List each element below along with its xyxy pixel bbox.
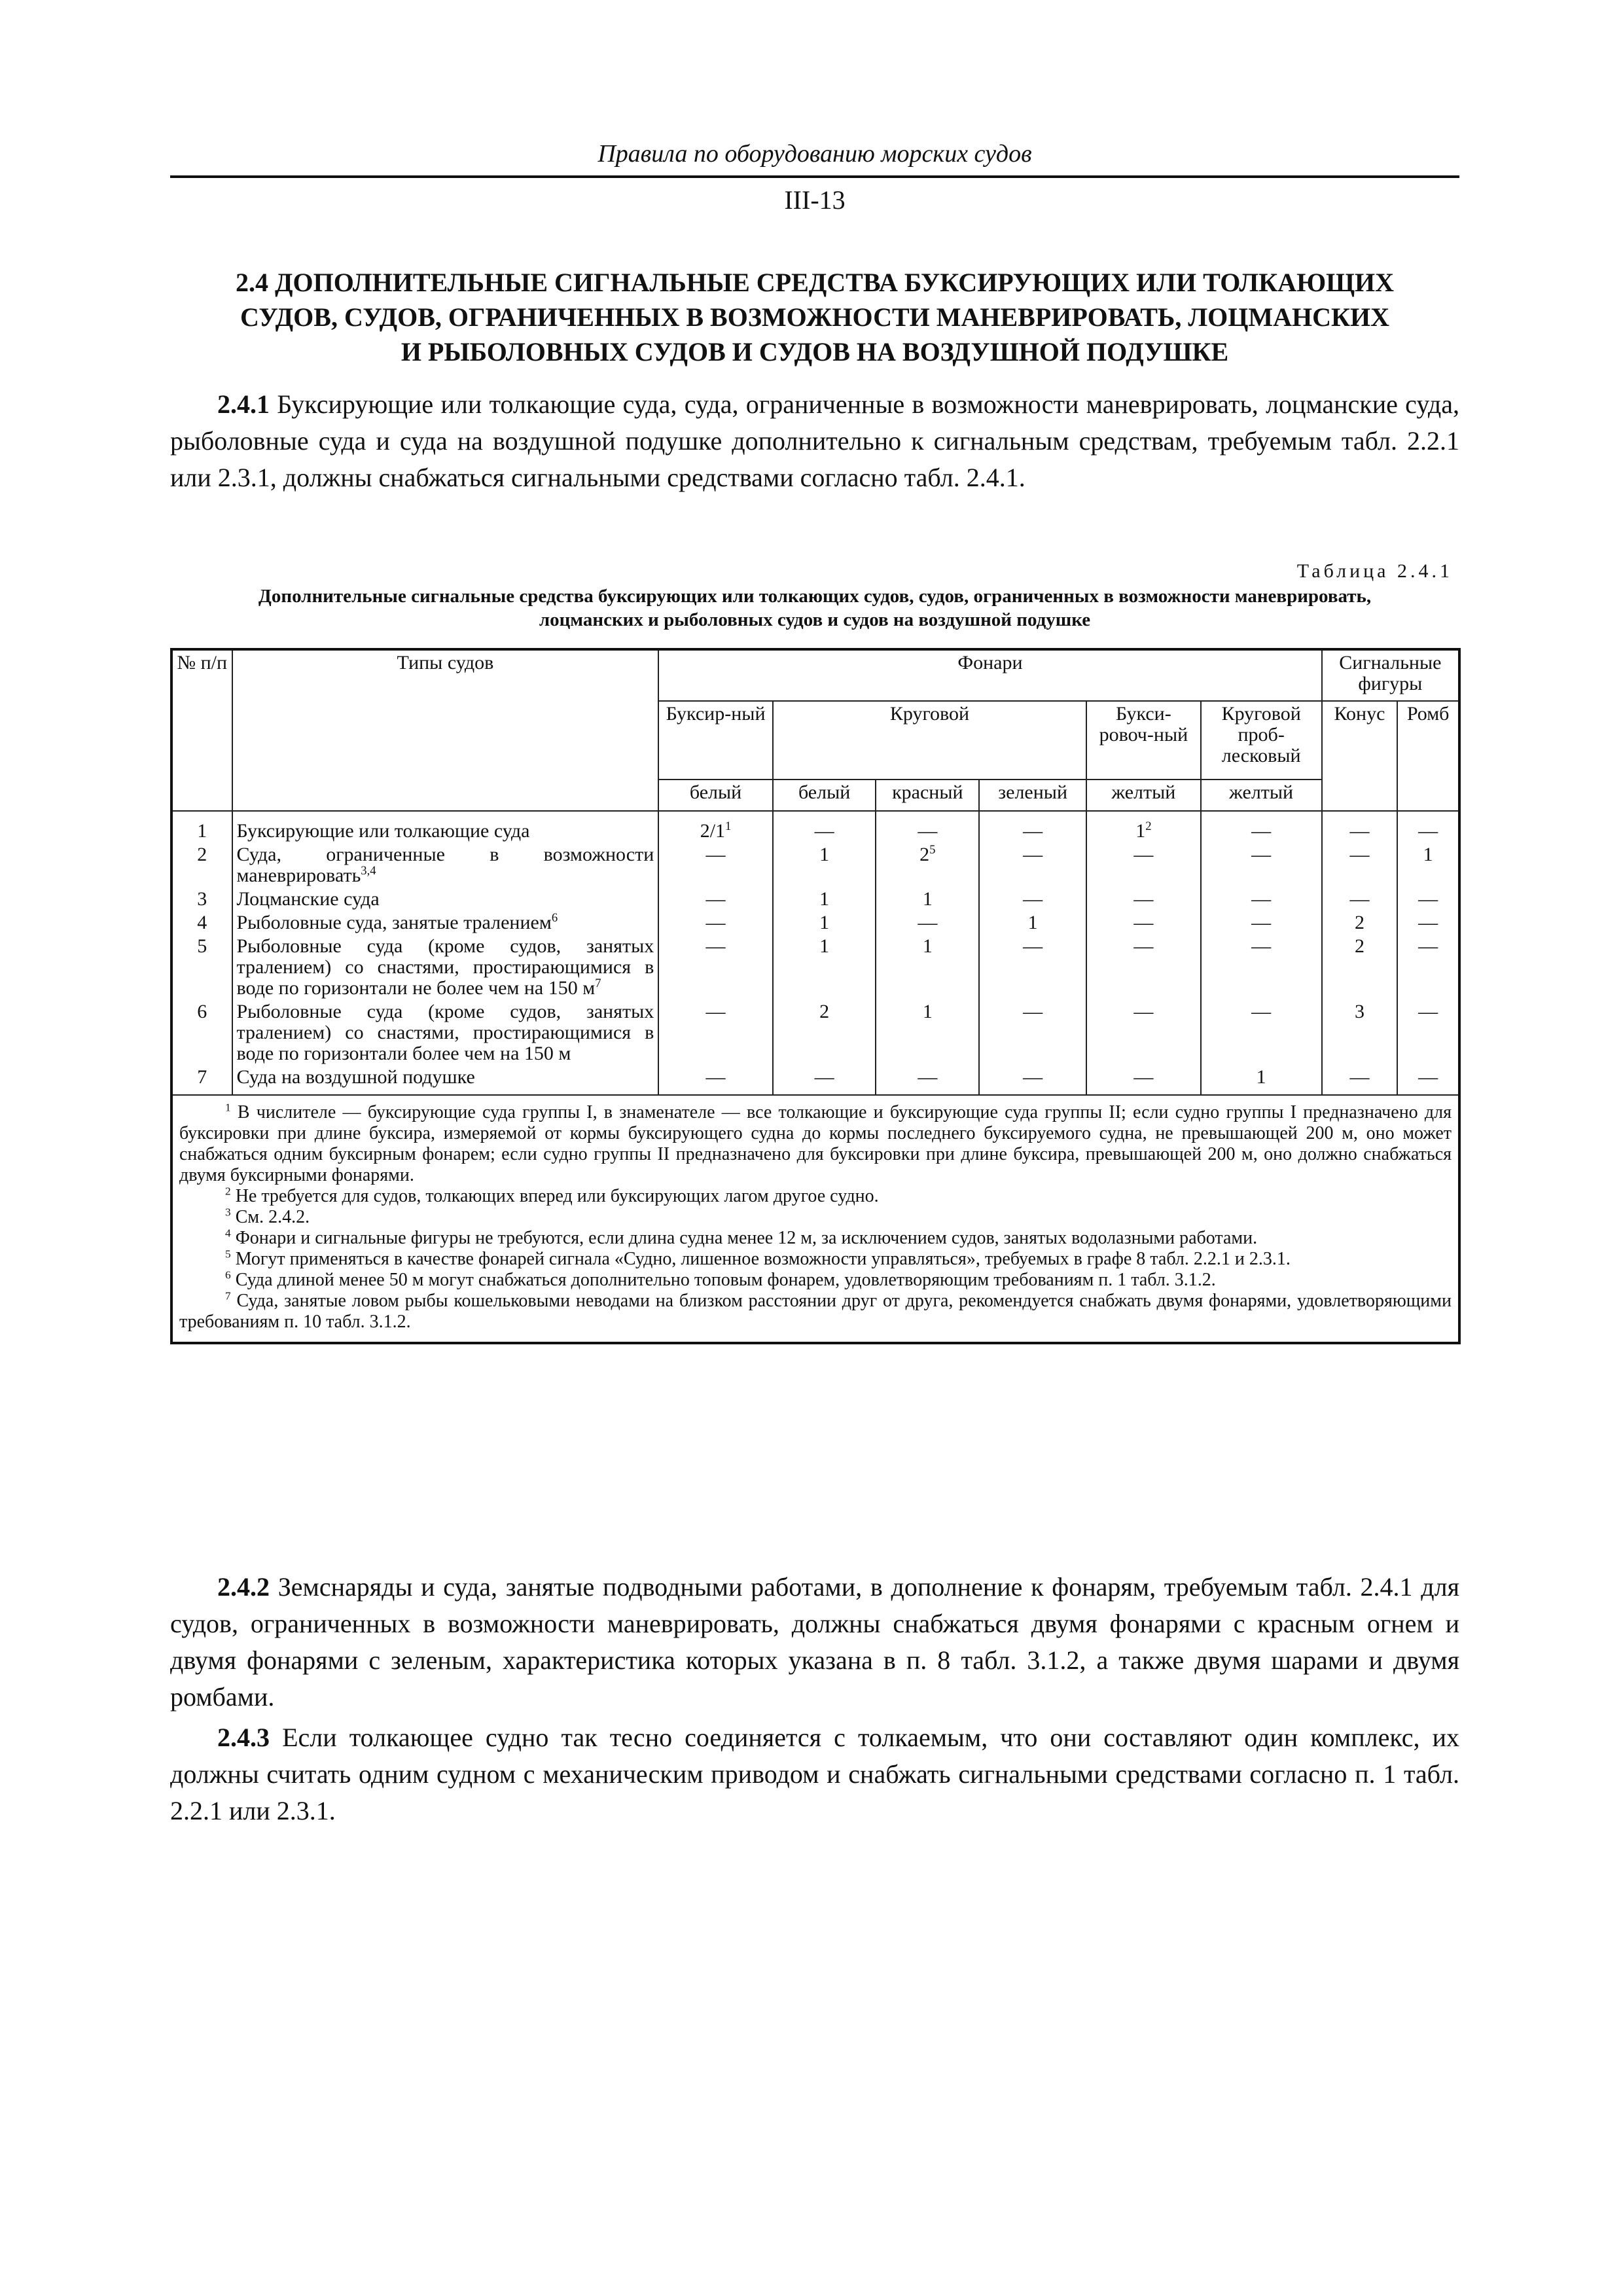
footnote: $^2$ Не требуется для судов, толкающих вперед или буксирующих лагом другое судно. bbox=[225, 1185, 879, 1206]
value-cell: — bbox=[979, 1000, 1086, 1066]
table-row bbox=[171, 1066, 1459, 1095]
value-cell: $2^5$ bbox=[876, 843, 979, 888]
paragraph-text: Буксирующие или толкающие суда, суда, ограниченные в возможности маневрировать, лоцманские суда, рыболовные суда и суда на воздушной подушке дополнительно к сигнальным средствам, требуемым табл. 2.2.1 или 2.3.1, должны снабжаться сигнальными средствами согласно табл. 2.4.1. bbox=[170, 389, 1459, 492]
value-cell: — bbox=[1086, 1000, 1201, 1066]
row-number: 2 bbox=[171, 843, 232, 888]
header-color-yellow: желтый bbox=[1201, 780, 1322, 811]
paragraph-2-4-1 bbox=[170, 386, 1459, 496]
value-cell: — bbox=[658, 843, 773, 888]
value-cell: — bbox=[979, 843, 1086, 888]
value-cell: 1 bbox=[1397, 843, 1459, 888]
table-row bbox=[171, 888, 1459, 911]
value-cell: 1 bbox=[876, 935, 979, 1000]
paragraph-number: 2.4.1 bbox=[217, 389, 270, 419]
row-number: 6 bbox=[171, 1000, 232, 1066]
value-cell: — bbox=[876, 1066, 979, 1095]
ship-type: Рыболовные суда (кроме судов, занятых тралением) со снастями, простирающимися в воде по горизонтали не более чем на 150 $м^7$ bbox=[232, 935, 659, 1000]
value-cell: 1 bbox=[876, 1000, 979, 1066]
value-cell: 3 bbox=[1322, 1000, 1398, 1066]
paragraph-text: Если толкающее судно так тесно соединяется с толкаемым, что они составляют один комплекс, их должны считать одним судном с механическим приводом и снабжать сигнальными средствами согласно п. 1 табл. 2.2.1 или 2.3.1. bbox=[170, 1723, 1459, 1825]
header-lights: Фонари bbox=[658, 649, 1321, 701]
header-signal-figures: Сигнальные фигуры bbox=[1322, 649, 1459, 701]
header-towing-light: Букси-ровоч-ный bbox=[1086, 701, 1201, 780]
footnote: $^3$ См. 2.4.2. bbox=[225, 1206, 310, 1227]
footnote: $^1$ В числителе — буксирующие суда группы I, в знаменателе — все толкающие и буксирующие суда группы II; если судно группы I предназначено для буксировки при длине буксира, измеряемой от кормы буксирующего судна до кормы последнего буксируемого судна, не превышающей 200 м, оно может снабжаться одним буксирным фонарем; если судно группы II предназначено для буксировки при длине буксира, превышающей 200 м, оно должно снабжаться двумя буксирными фонарями. bbox=[179, 1101, 1452, 1185]
value-cell: — bbox=[1397, 935, 1459, 1000]
header-allround: Круговой bbox=[773, 701, 1086, 780]
value-cell: 1 bbox=[979, 911, 1086, 935]
section-title-line-1: 2.4 ДОПОЛНИТЕЛЬНЫЕ СИГНАЛЬНЫЕ СРЕДСТВА БУКСИРУЮЩИХ ИЛИ ТОЛКАЮЩИХ bbox=[235, 268, 1395, 297]
table-row bbox=[171, 1000, 1459, 1066]
value-cell: — bbox=[1322, 1066, 1398, 1095]
header-rule bbox=[170, 175, 1459, 178]
table-title-line-1: Дополнительные сигнальные средства буксирующих или толкающих судов, судов, ограниченных в возможности маневрировать, bbox=[258, 586, 1372, 607]
table-row bbox=[171, 911, 1459, 935]
row-number: 7 bbox=[171, 1066, 232, 1095]
table-row bbox=[171, 843, 1459, 888]
ship-type: Рыболовные суда (кроме судов, занятых тралением) со снастями, простирающимися в воде по горизонтали более чем на 150 м bbox=[232, 1000, 659, 1066]
value-cell: 1 bbox=[876, 888, 979, 911]
value-cell: — bbox=[1397, 1066, 1459, 1095]
value-cell: 2 bbox=[773, 1000, 876, 1066]
row-number: 5 bbox=[171, 935, 232, 1000]
table-row bbox=[171, 935, 1459, 1000]
value-cell: — bbox=[1201, 843, 1322, 888]
header-ship-types: Типы судов bbox=[232, 649, 659, 811]
value-cell: 1 bbox=[773, 935, 876, 1000]
paragraph-text: Земснаряды и суда, занятые подводными работами, в дополнение к фонарям, требуемым табл. 2.4.1 для судов, ограниченных в возможности маневрировать, должны снабжаться двумя фонарями с красным огнем и двумя фонарями с зеленым, характеристика которых указана в п. 8 табл. 3.1.2, а также двумя шарами и двумя ромбами. bbox=[170, 1572, 1459, 1712]
value-cell: — bbox=[1397, 911, 1459, 935]
value-cell: — bbox=[658, 911, 773, 935]
section-title-line-2: СУДОВ, СУДОВ, ОГРАНИЧЕННЫХ В ВОЗМОЖНОСТИ МАНЕВРИРОВАТЬ, ЛОЦМАНСКИХ bbox=[240, 302, 1390, 332]
value-cell: — bbox=[1201, 935, 1322, 1000]
header-flashing: Круговой проб-лесковый bbox=[1201, 701, 1322, 780]
value-cell: 1 bbox=[1201, 1066, 1322, 1095]
value-cell: $1^2$ bbox=[1086, 811, 1201, 843]
value-cell: — bbox=[1322, 888, 1398, 911]
value-cell: — bbox=[1086, 888, 1201, 911]
row-number: 4 bbox=[171, 911, 232, 935]
table-footnotes bbox=[171, 1095, 1459, 1343]
header-color-green: зеленый bbox=[979, 780, 1086, 811]
value-cell: — bbox=[979, 811, 1086, 843]
value-cell: — bbox=[1322, 811, 1398, 843]
footnote: $^5$ Могут применяться в качестве фонарей сигнала «Судно, лишенное возможности управляться», требуемых в графе 8 табл. 2.2.1 и 2.3.1. bbox=[225, 1247, 1291, 1269]
value-cell: — bbox=[1086, 911, 1201, 935]
footnote: $^7$ Суда, занятые ловом рыбы кошельковыми неводами на близком расстоянии друг от друга, рекомендуется снабжать двумя фонарями, удовлетворяющими требованиям п. 10 табл. 3.1.2. bbox=[179, 1289, 1452, 1332]
footnote: $^6$ Суда длиной менее 50 м могут снабжаться дополнительно топовым фонарем, удовлетворяющим требованиям п. 1 табл. 3.1.2. bbox=[225, 1268, 1216, 1290]
paragraph-number: 2.4.2 bbox=[217, 1572, 270, 1602]
value-cell: — bbox=[658, 1000, 773, 1066]
paragraph-number: 2.4.3 bbox=[217, 1723, 270, 1752]
table-title bbox=[170, 584, 1459, 632]
value-cell: — bbox=[979, 935, 1086, 1000]
value-cell: 1 bbox=[773, 911, 876, 935]
value-cell: — bbox=[1201, 888, 1322, 911]
value-cell: — bbox=[876, 811, 979, 843]
table-label: Таблица 2.4.1 bbox=[1296, 560, 1453, 582]
value-cell: — bbox=[1397, 888, 1459, 911]
header-color-white: белый bbox=[658, 780, 773, 811]
value-cell: — bbox=[1397, 1000, 1459, 1066]
value-cell: — bbox=[773, 811, 876, 843]
value-cell: — bbox=[1322, 843, 1398, 888]
value-cell: — bbox=[876, 911, 979, 935]
ship-type: Лоцманские суда bbox=[232, 888, 659, 911]
header-num: № п/п bbox=[171, 649, 232, 811]
header-color-yellow: желтый bbox=[1086, 780, 1201, 811]
ship-type: Рыболовные суда, занятые тралением$^6$ bbox=[232, 911, 659, 935]
section-title-line-3: И РЫБОЛОВНЫХ СУДОВ И СУДОВ НА ВОЗДУШНОЙ ПОДУШКЕ bbox=[401, 337, 1229, 367]
page-number: III-13 bbox=[784, 185, 846, 215]
value-cell: — bbox=[1201, 811, 1322, 843]
header-color-red: красный bbox=[876, 780, 979, 811]
value-cell: 2 bbox=[1322, 935, 1398, 1000]
ship-type: Суда на воздушной подушке bbox=[232, 1066, 659, 1095]
value-cell: 2 bbox=[1322, 911, 1398, 935]
table-row bbox=[171, 811, 1459, 843]
table-title-line-2: лоцманских и рыболовных судов и судов на воздушной подушке bbox=[539, 609, 1091, 630]
value-cell: $2/1^1$ bbox=[658, 811, 773, 843]
footnote: $^4$ Фонари и сигнальные фигуры не требуются, если длина судна менее 12 м, за исключением судов, занятых водолазными работами. bbox=[225, 1227, 1258, 1248]
value-cell: — bbox=[658, 888, 773, 911]
value-cell: 1 bbox=[773, 843, 876, 888]
value-cell: — bbox=[979, 1066, 1086, 1095]
value-cell: — bbox=[658, 1066, 773, 1095]
value-cell: — bbox=[1201, 911, 1322, 935]
value-cell: — bbox=[773, 1066, 876, 1095]
ship-type: Суда, ограниченные в возможности маневрировать$^{3,4}$ bbox=[232, 843, 659, 888]
signal-means-table bbox=[170, 648, 1461, 1344]
value-cell: — bbox=[1201, 1000, 1322, 1066]
row-number: 3 bbox=[171, 888, 232, 911]
row-number: 1 bbox=[171, 811, 232, 843]
value-cell: 1 bbox=[773, 888, 876, 911]
running-title: Правила по оборудованию морских судов bbox=[597, 140, 1032, 168]
paragraph-2-4-3 bbox=[170, 1719, 1459, 1829]
value-cell: — bbox=[1397, 811, 1459, 843]
section-title bbox=[170, 265, 1459, 369]
header-towing: Буксир-ный bbox=[658, 701, 773, 780]
value-cell: — bbox=[658, 935, 773, 1000]
header-color-white: белый bbox=[773, 780, 876, 811]
header-rhomb: Ромб bbox=[1397, 701, 1459, 811]
value-cell: — bbox=[979, 888, 1086, 911]
value-cell: — bbox=[1086, 935, 1201, 1000]
header-cone: Конус bbox=[1322, 701, 1398, 811]
value-cell: — bbox=[1086, 1066, 1201, 1095]
paragraph-2-4-2 bbox=[170, 1569, 1459, 1715]
ship-type: Буксирующие или толкающие суда bbox=[232, 811, 659, 843]
value-cell: — bbox=[1086, 843, 1201, 888]
